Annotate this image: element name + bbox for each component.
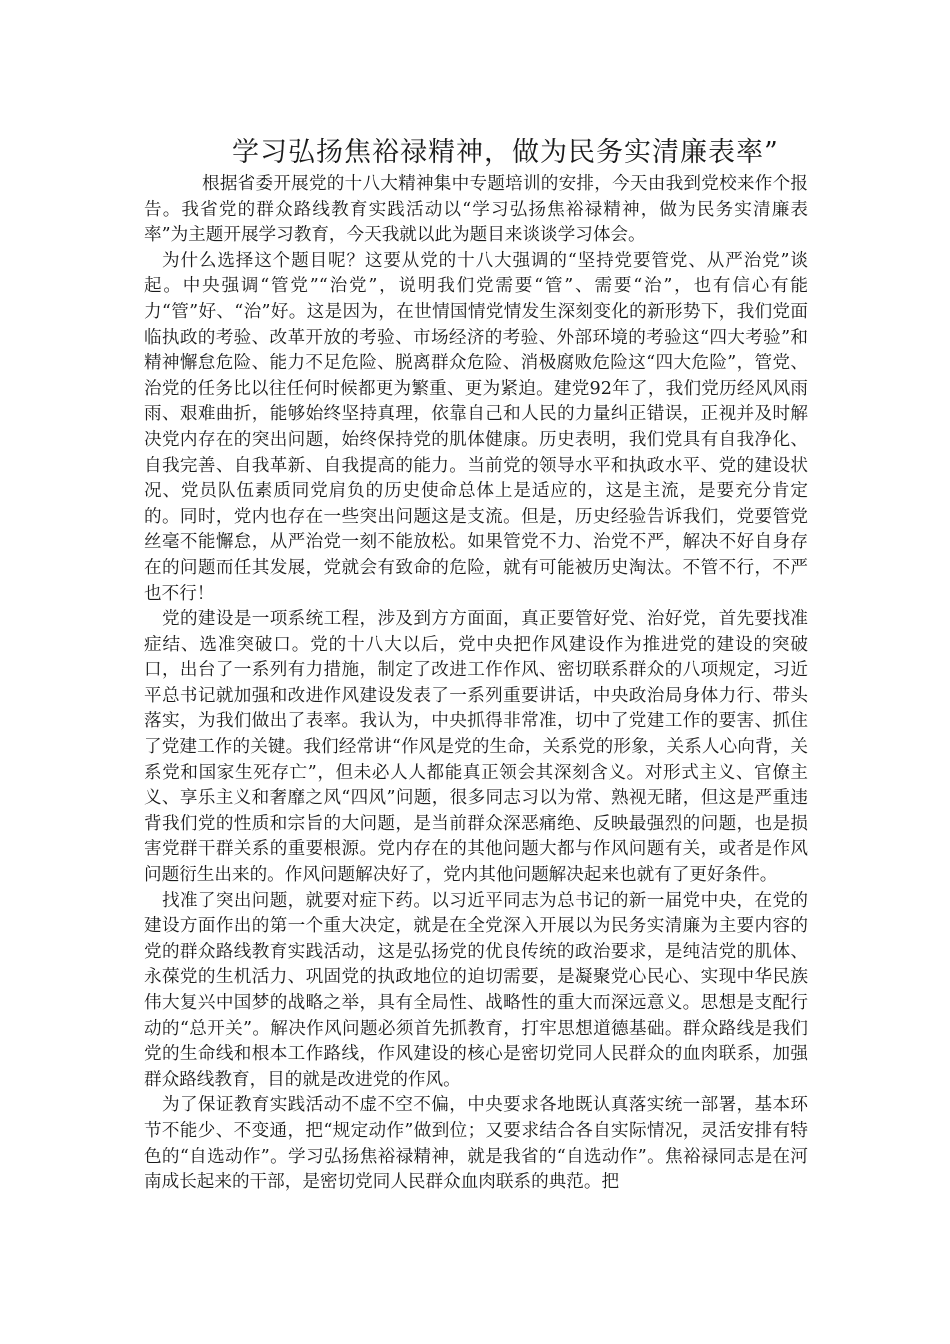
- paragraph-4: 找准了突出问题，就要对症下药。以习近平同志为总书记的新一届党中央，在党的建设方面作出的第一个重大决定，就是在全党深入开展以为民务实清廉为主要内容的党的群众路线教育实践活动，这是弘扬党的优良传统的政治要求，是纯洁党的肌体、永葆党的生机活力、巩固党的执政地位的迫切需要，是凝聚党心民心、实现中华民族伟大复兴中国梦的战略之举，具有全局性、战略性的重大而深远意义。思想是支配行动的“总开关”。解决作风问题必须首先抓教育，打牢思想道德基础。群众路线是我们党的生命线和根本工作路线，作风建设的核心是密切党同人民群众的血肉联系，加强群众路线教育，目的就是改进党的作风。: [144, 890, 808, 1090]
- paragraph-5: 为了保证教育实践活动不虚不空不偏，中央要求各地既认真落实统一部署，基本环节不能少、不变通，把“规定动作”做到位；又要求结合各自实际情况，灵活安排有特色的“自选动作”。学习弘扬焦裕禄精神，就是我省的“自选动作”。焦裕禄同志是在河南成长起来的干部，是密切党同人民群众血肉联系的典范。把: [144, 1095, 808, 1193]
- document-body: [144, 172, 808, 1196]
- paragraph-1: 根据省委开展党的十八大精神集中专题培训的安排，今天由我到党校来作个报告。我省党的群众路线教育实践活动以“学习弘扬焦裕禄精神，做为民务实清廉表率”为主题开展学习教育，今天我就以此为题目来谈谈学习体会。: [144, 174, 808, 246]
- paragraph-3: 党的建设是一项系统工程，涉及到方方面面，真正要管好党、治好党，首先要找准症结、选准突破口。党的十八大以后，党中央把作风建设作为推进党的建设的突破口，出台了一系列有力措施，制定了改进工作作风、密切联系群众的八项规定，习近平总书记就加强和改进作风建设发表了一系列重要讲话，中央政治局身体力行、带头落实，为我们做出了表率。我认为，中央抓得非常准，切中了党建工作的要害、抓住了党建工作的关键。我们经常讲“作风是党的生命，关系党的形象，关系人心向背，关系党和国家生死存亡”，但未必人人都能真正领会其深刻含义。对形式主义、官僚主义、享乐主义和奢靡之风“四风”问题，很多同志习以为常、熟视无睹，但这是严重违背我们党的性质和宗旨的大问题，是当前群众深恶痛绝、反映最强烈的问题，也是损害党群干群关系的重要根源。党内存在的其他问题大都与作风问题有关，或者是作风问题衍生出来的。作风问题解决好了，党内其他问题解决起来也就有了更好条件。: [144, 609, 808, 886]
- document-title: 学习弘扬焦裕禄精神，做为民务实清廉表率”: [232, 137, 779, 168]
- paragraph-2: 为什么选择这个题目呢？这要从党的十八大强调的“坚持党要管党、从严治党”谈起。中央强调“管党”“治党”，说明我们党需要“管”、需要“治”，也有信心有能力“管”好、“治”好。这是因为，在世情国情党情发生深刻变化的新形势下，我们党面临执政的考验、改革开放的考验、市场经济的考验、外部环境的考验这“四大考验”和精神懈怠危险、能力不足危险、脱离群众危险、消极腐败危险这“四大危险”，管党、治党的任务比以往任何时候都更为繁重、更为紧迫。建党92年了，我们党历经风风雨雨、艰难曲折，能够始终坚持真理，依靠自己和人民的力量纠正错误，正视并及时解决党内存在的突出问题，始终保持党的肌体健康。历史表明，我们党具有自我净化、自我完善、自我革新、自我提高的能力。当前党的领导水平和执政水平、党的建设状况、党员队伍素质同党肩负的历史使命总体上是适应的，这是主流，是要充分肯定的。同时，党内也存在一些突出问题这是支流。但是，历史经验告诉我们，党要管党丝毫不能懈怠，从严治党一刻不能放松。如果管党不力、治党不严，解决不好自身存在的问题而任其发展，党就会有致命的危险，就有可能被历史淘汰。不管不行，不严也不行！: [144, 250, 808, 604]
